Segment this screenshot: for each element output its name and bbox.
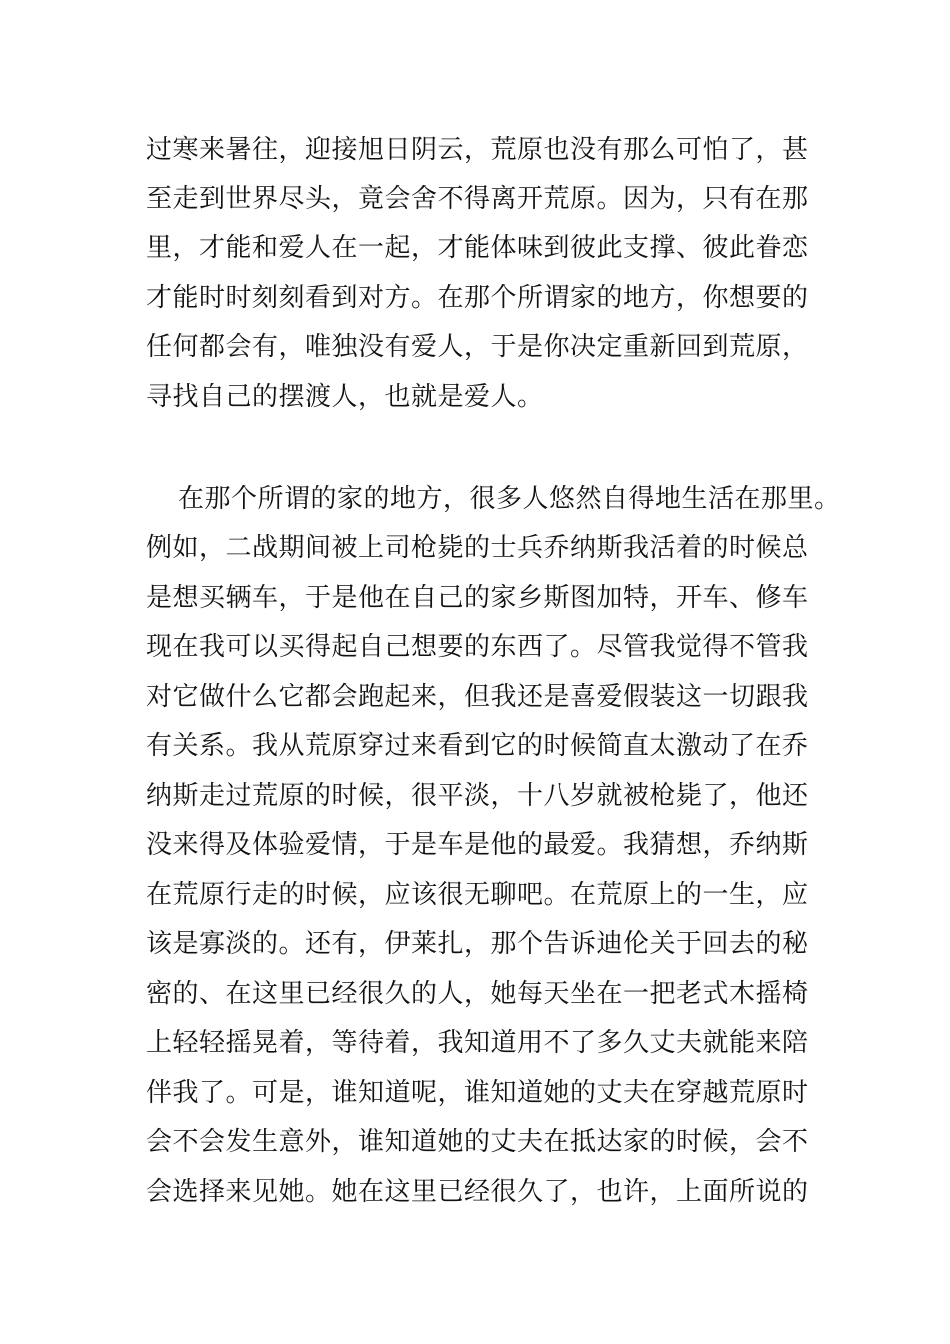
text-line: 该是寡淡的。还有，伊莱扎，那个告诉迪伦关于回去的秘 bbox=[146, 929, 809, 959]
text-line: 会不会发生意外，谁知道她的丈夫在抵达家的时候，会不 bbox=[146, 1127, 809, 1157]
text-line: 现在我可以买得起自己想要的东西了。尽管我觉得不管我 bbox=[146, 632, 809, 662]
text-line: 任何都会有，唯独没有爱人，于是你决定重新回到荒原， bbox=[146, 332, 809, 362]
text-line: 在那个所谓的家的地方，很多人悠然自得地生活在那里。 bbox=[178, 484, 841, 514]
text-line: 密的、在这里已经很久的人，她每天坐在一把老式木摇椅 bbox=[146, 979, 809, 1009]
text-line: 是想买辆车，于是他在自己的家乡斯图加特，开车、修车 bbox=[146, 583, 809, 613]
text-line: 伴我了。可是，谁知道呢，谁知道她的丈夫在穿越荒原时 bbox=[146, 1078, 809, 1108]
text-line: 过寒来暑往，迎接旭日阴云，荒原也没有那么可怕了，甚 bbox=[146, 135, 809, 165]
text-line: 在荒原行走的时候，应该很无聊吧。在荒原上的一生，应 bbox=[146, 880, 809, 910]
text-line: 纳斯走过荒原的时候，很平淡，十八岁就被枪毙了，他还 bbox=[146, 781, 809, 811]
text-line: 至走到世界尽头，竟会舍不得离开荒原。因为，只有在那 bbox=[146, 184, 809, 214]
text-line: 对它做什么它都会跑起来，但我还是喜爱假装这一切跟我 bbox=[146, 682, 809, 712]
text-line: 没来得及体验爱情，于是车是他的最爱。我猜想，乔纳斯 bbox=[146, 830, 809, 860]
text-line: 会选择来见她。她在这里已经很久了，也许，上面所说的 bbox=[146, 1177, 809, 1207]
text-line: 有关系。我从荒原穿过来看到它的时候简直太激动了在乔 bbox=[146, 731, 809, 761]
text-line: 例如，二战期间被上司枪毙的士兵乔纳斯我活着的时候总 bbox=[146, 533, 809, 563]
text-line: 寻找自己的摆渡人，也就是爱人。 bbox=[146, 382, 544, 412]
text-line: 里，才能和爱人在一起，才能体味到彼此支撑、彼此眷恋 bbox=[146, 233, 809, 263]
text-line: 上轻轻摇晃着，等待着，我知道用不了多久丈夫就能来陪 bbox=[146, 1028, 809, 1058]
text-line: 才能时时刻刻看到对方。在那个所谓家的地方，你想要的 bbox=[146, 283, 809, 313]
